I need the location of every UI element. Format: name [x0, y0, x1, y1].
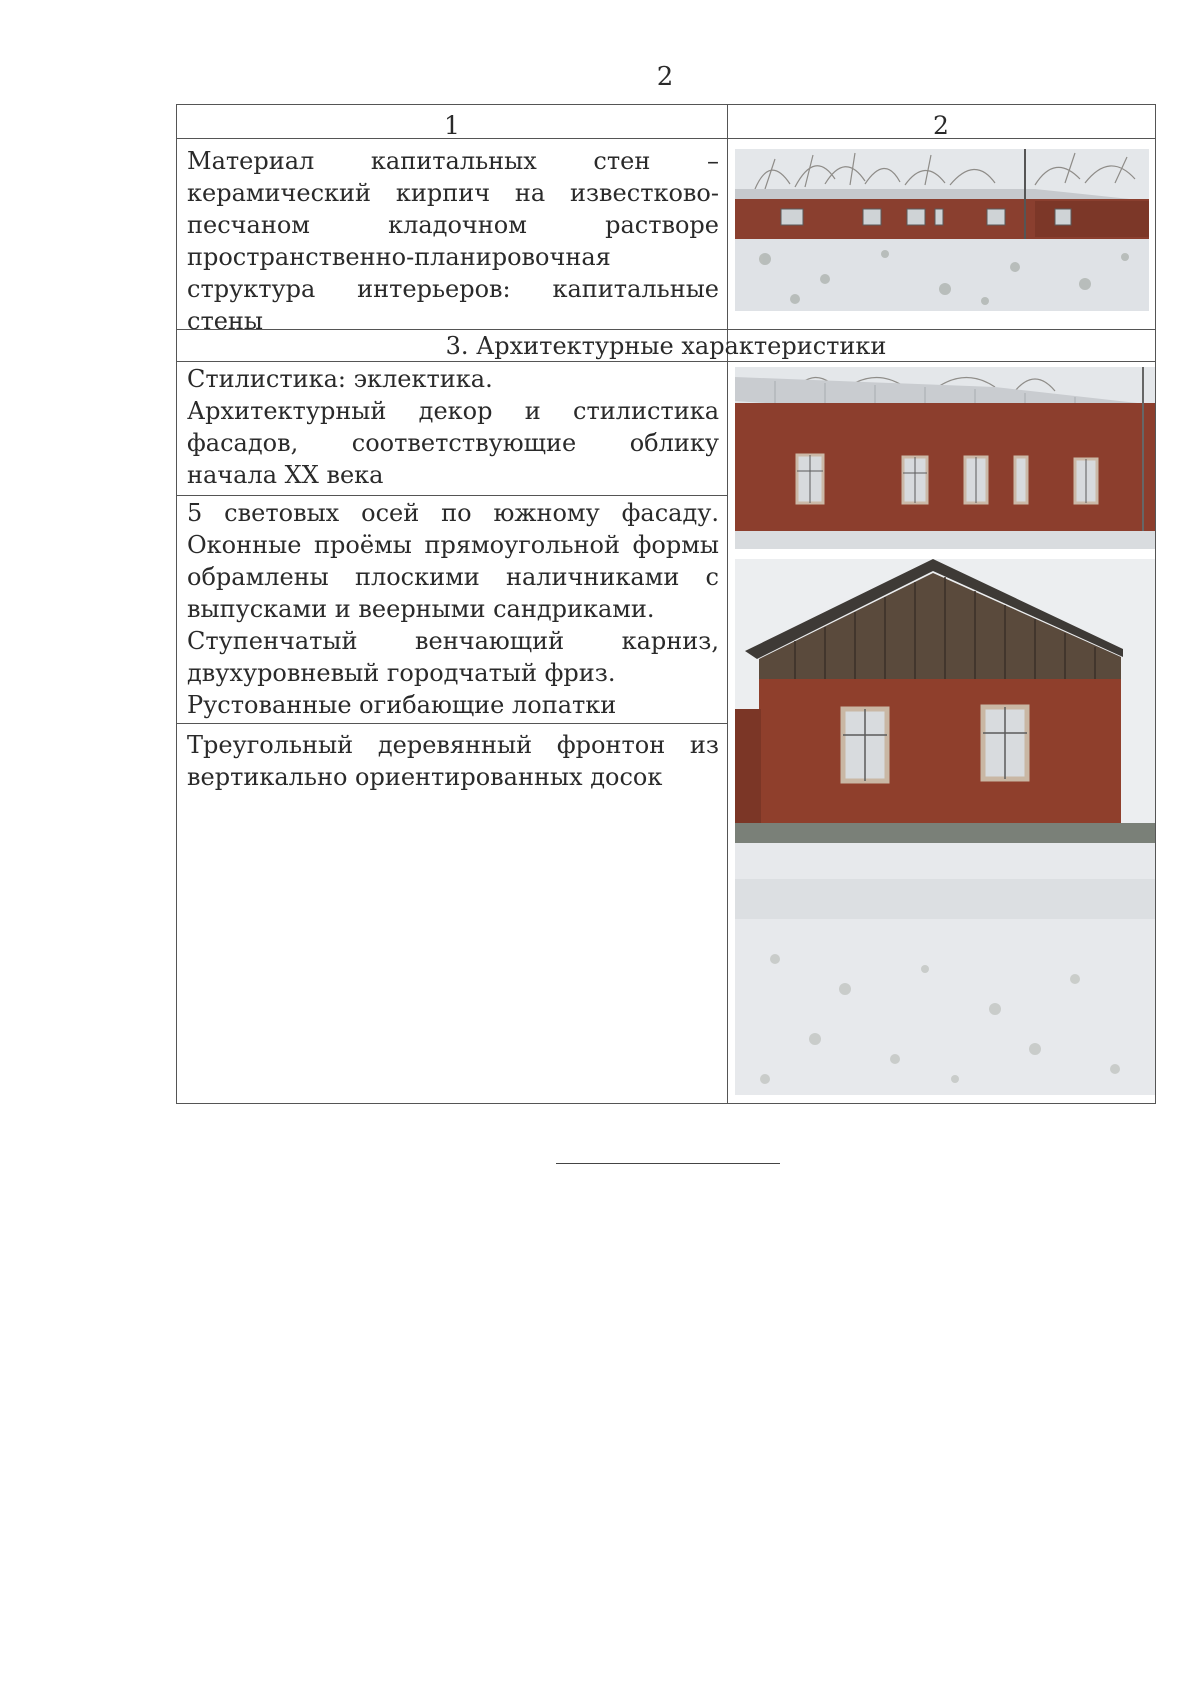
column-divider — [727, 105, 728, 1103]
header-divider — [177, 138, 1155, 139]
footer-line — [556, 1163, 780, 1164]
row3-line3: Рустованные огибающие лопатки — [187, 691, 617, 719]
row3-line2: Ступенчатый венчающий карниз, двухуровневый городчатый фриз. — [187, 627, 719, 687]
table-header-col2: 2 — [933, 111, 949, 140]
facade-windows-photo — [735, 367, 1155, 549]
document-table — [176, 104, 1156, 1104]
row1-divider — [177, 329, 1155, 330]
row1-text: Материал капитальных стен – керамический кирпич на известково-песчаном кладочном растворе пространственно-планировочная структура интерьеров: капитальные стены — [187, 147, 719, 335]
section-title: 3. Архитектурные характеристики — [445, 332, 887, 360]
row3-text — [187, 497, 719, 721]
row2-text — [187, 363, 719, 491]
row2-line1: Стилистика: эклектика. — [187, 365, 493, 393]
row3-line1: 5 световых осей по южному фасаду. Оконные проёмы прямоугольной формы обрамлены плоскими наличниками с выпусками и веерными сандриками. — [187, 499, 719, 623]
section-divider — [177, 361, 1155, 362]
table-header-col1: 1 — [444, 111, 460, 140]
row3-divider — [177, 723, 727, 724]
row2-divider — [177, 495, 727, 496]
row4-text: Треугольный деревянный фронтон из вертикально ориентированных досок — [187, 731, 719, 791]
row2-line2: Архитектурный декор и стилистика фасадов, соответствующие облику начала XX века — [187, 397, 719, 489]
building-long-facade-photo — [735, 149, 1149, 311]
page-number: 2 — [656, 62, 674, 92]
gable-facade-photo — [735, 559, 1155, 1095]
